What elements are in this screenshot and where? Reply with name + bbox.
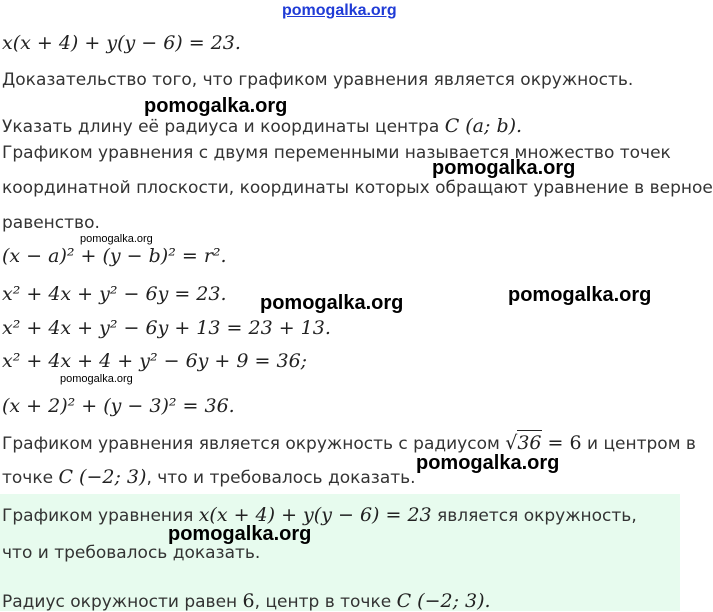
answer-center-text: , центр в точке [254,592,392,612]
conclusion-point-label: точке [2,468,54,488]
answer-line-2: что и требовалось доказать. [2,543,261,563]
answer-line-3 [2,590,491,612]
conclusion-text-b: и центром в [587,434,696,454]
definition-line-3: равенство. [2,213,100,233]
answer-center-point: C (−2; 3). [396,590,491,612]
answer-text-a: Графиком уравнения [2,506,194,526]
sqrt-result: = 6 [541,432,582,454]
definition-line-1: Графиком уравнения с двумя переменными называется множество точек [2,143,671,163]
watermark-label: pomogalka.org [416,452,560,474]
solution-step-1: (x − a)² + (y − b)² = r². [2,245,227,267]
answer-equation: x(x + 4) + y(y − 6) = 23 [198,504,432,526]
task-find-label: Указать длину её радиуса и координаты центра [2,117,440,137]
task-center-symbol: C (a; b). [444,115,523,137]
watermark-label: pomogalka.org [168,523,312,545]
conclusion-end-text: , что и требовалось доказать. [146,468,416,488]
conclusion-line-2 [2,466,416,488]
watermark-label: pomogalka.org [432,157,576,179]
sqrt-expression: √36 = 6 [505,432,582,454]
watermark-label: pomogalka.org [260,292,404,314]
answer-radius-value: 6 [242,590,255,612]
solution-step-5: (x + 2)² + (y − 3)² = 36. [2,395,235,417]
watermark-label: pomogalka.org [508,284,652,306]
conclusion-text-a: Графиком уравнения является окружность с радиусом [2,434,500,454]
task-find-text [2,115,522,137]
definition-line-2: координатной плоскости, координаты которых обращают уравнение в верное [2,178,713,198]
answer-line-1 [2,504,637,526]
solution-step-3: x² + 4x + y² − 6y + 13 = 23 + 13. [2,317,331,339]
answer-text-b: является окружность, [437,506,637,526]
task-prove-text: Доказательство того, что графиком уравнения является окружность. [2,70,634,90]
answer-radius-text: Радиус окружности равен [2,592,238,612]
solution-step-2: x² + 4x + y² − 6y = 23. [2,283,227,305]
sqrt-radicand: 36 [517,432,542,454]
conclusion-line-1 [2,432,696,454]
watermark-label: pomogalka.org [144,95,288,117]
watermark-label-small: pomogalka.org [80,233,153,245]
solution-step-4: x² + 4x + 4 + y² − 6y + 9 = 36; [2,350,308,372]
watermark-label-small: pomogalka.org [60,373,133,385]
given-equation: x(x + 4) + y(y − 6) = 23. [2,32,241,54]
top-watermark-link[interactable]: pomogalka.org [282,2,397,19]
conclusion-point: C (−2; 3) [58,466,147,488]
